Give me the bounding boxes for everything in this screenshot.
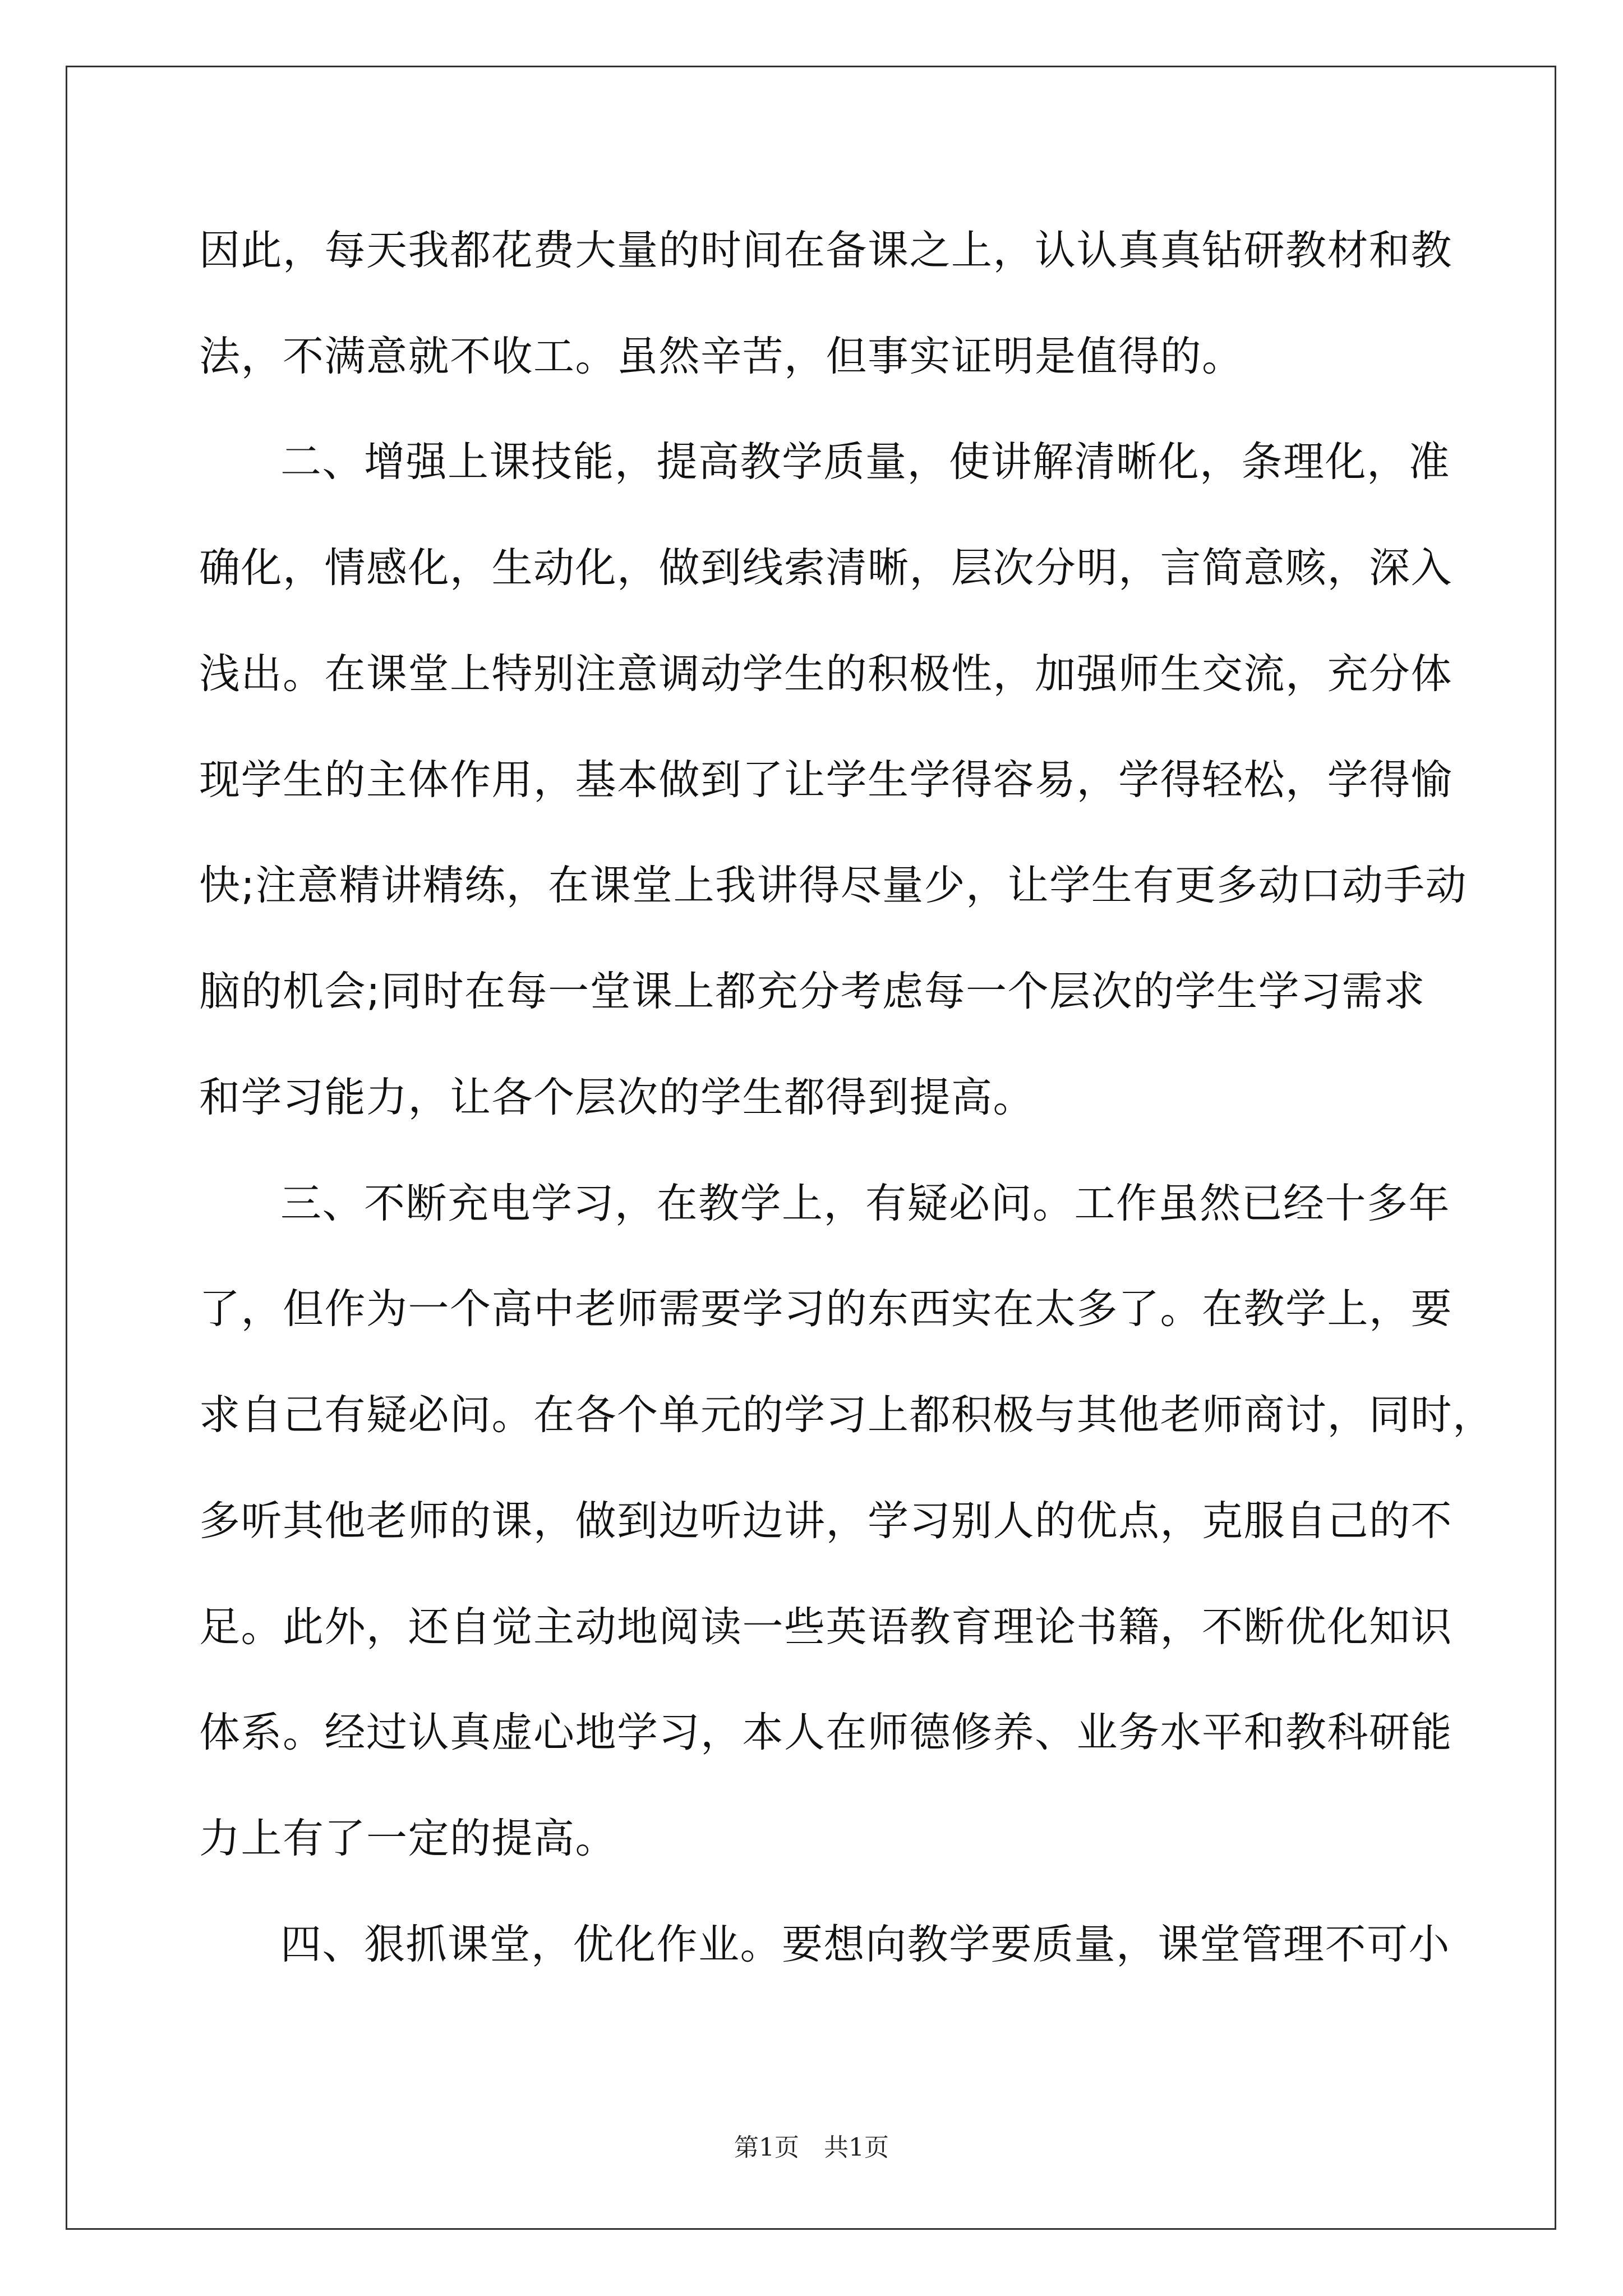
body-line: 确化，情感化，生动化，做到线索清晰，层次分明，言简意赅，深入	[199, 544, 1453, 592]
body-line: 脑的机会;同时在每一堂课上都充分考虑每一个层次的学生学习需求	[199, 968, 1426, 1015]
body-line: 力上有了一定的提高。	[199, 1815, 617, 1862]
paragraph-heading-3: 三、不断充电学习，在教学上，有疑必问。工作虽然已经十多年	[280, 1180, 1450, 1227]
body-line: 了，但作为一个高中老师需要学习的东西实在太多了。在教学上，要	[199, 1285, 1453, 1333]
body-line: 多听其他老师的课，做到边听边讲，学习别人的优点，克服自己的不	[199, 1497, 1453, 1545]
body-line: 法，不满意就不收工。虽然辛苦，但事实证明是值得的。	[199, 333, 1244, 380]
body-line: 和学习能力，让各个层次的学生都得到提高。	[199, 1074, 1035, 1121]
body-line: 求自己有疑必问。在各个单元的学习上都积极与其他老师商讨，同时，	[199, 1391, 1495, 1439]
paragraph-heading-4: 四、狠抓课堂，优化作业。要想向教学要质量，课堂管理不可小	[280, 1921, 1450, 1968]
body-line: 体系。经过认真虚心地学习，本人在师德修养、业务水平和教科研能	[199, 1709, 1453, 1756]
page-border	[66, 66, 1556, 2230]
body-line: 快;注意精讲精练，在课堂上我讲得尽量少，让学生有更多动口动手动	[199, 862, 1468, 909]
body-line: 因此，每天我都花费大量的时间在备课之上，认认真真钻研教材和教	[199, 227, 1453, 274]
body-line: 现学生的主体作用，基本做到了让学生学得容易，学得轻松，学得愉	[199, 756, 1453, 804]
paragraph-heading-2: 二、增强上课技能，提高教学质量，使讲解清晰化，条理化，准	[280, 438, 1450, 486]
page-number-footer: 第1页 共1页	[734, 2133, 889, 2162]
body-line: 浅出。在课堂上特别注意调动学生的积极性，加强师生交流，充分体	[199, 650, 1453, 698]
body-line: 足。此外，还自觉主动地阅读一些英语教育理论书籍，不断优化知识	[199, 1603, 1453, 1651]
